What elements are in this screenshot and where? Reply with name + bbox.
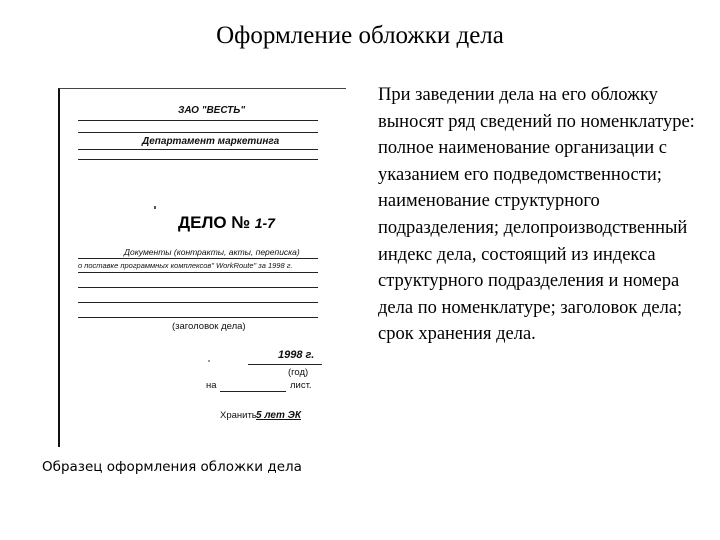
department-name: Департамент маркетинга [142,136,280,147]
case-number: 1-7 [254,215,275,231]
figure-caption: Образец оформления обложки дела [42,459,302,475]
org-blank-line [78,132,318,133]
org-underline [78,120,318,121]
scan-speck [154,206,156,209]
department-underline [78,149,318,150]
case-label: ДЕЛО № [178,213,251,232]
sheets-count-underline [220,391,286,392]
department-blank-line [78,159,318,160]
storage-label: Хранить [220,410,257,421]
case-cover-sample [58,88,346,447]
case-title-blank-line-3 [78,317,318,318]
case-number-heading [178,213,275,233]
year-caption: (год) [288,367,309,378]
sheets-suffix: лист. [290,380,312,391]
storage-value: 5 лет ЭК [256,410,301,421]
case-title-underline-1 [78,258,318,259]
case-title-underline-2 [78,272,318,273]
sheets-prefix: на [206,380,217,391]
case-title-line-1: Документы (контракты, акты, переписка) [124,247,300,257]
case-title-line-2: о поставке программных комплексов" WorkRoute" за 1998 г. [78,261,293,270]
title-caption: (заголовок дела) [172,321,246,332]
year-value: 1998 г. [278,349,315,361]
case-title-blank-line-1 [78,287,318,288]
scan-speck [208,360,210,362]
slide-title: Оформление обложки дела [216,22,504,49]
year-underline [248,364,322,365]
case-title-blank-line-2 [78,302,318,303]
organization-name: ЗАО "ВЕСТЬ" [178,105,246,116]
body-text: При заведении дела на его обложку выносят ряд сведений по номенклатуре: полное наименование организации с указанием его подведомственности; наименование структурного подразделения; делопроизводственный индекс дела, состоящий из индекса структурного подразделения и номера дела по номенклатуре; заголовок дела; срок хранения дела. [378,85,695,345]
